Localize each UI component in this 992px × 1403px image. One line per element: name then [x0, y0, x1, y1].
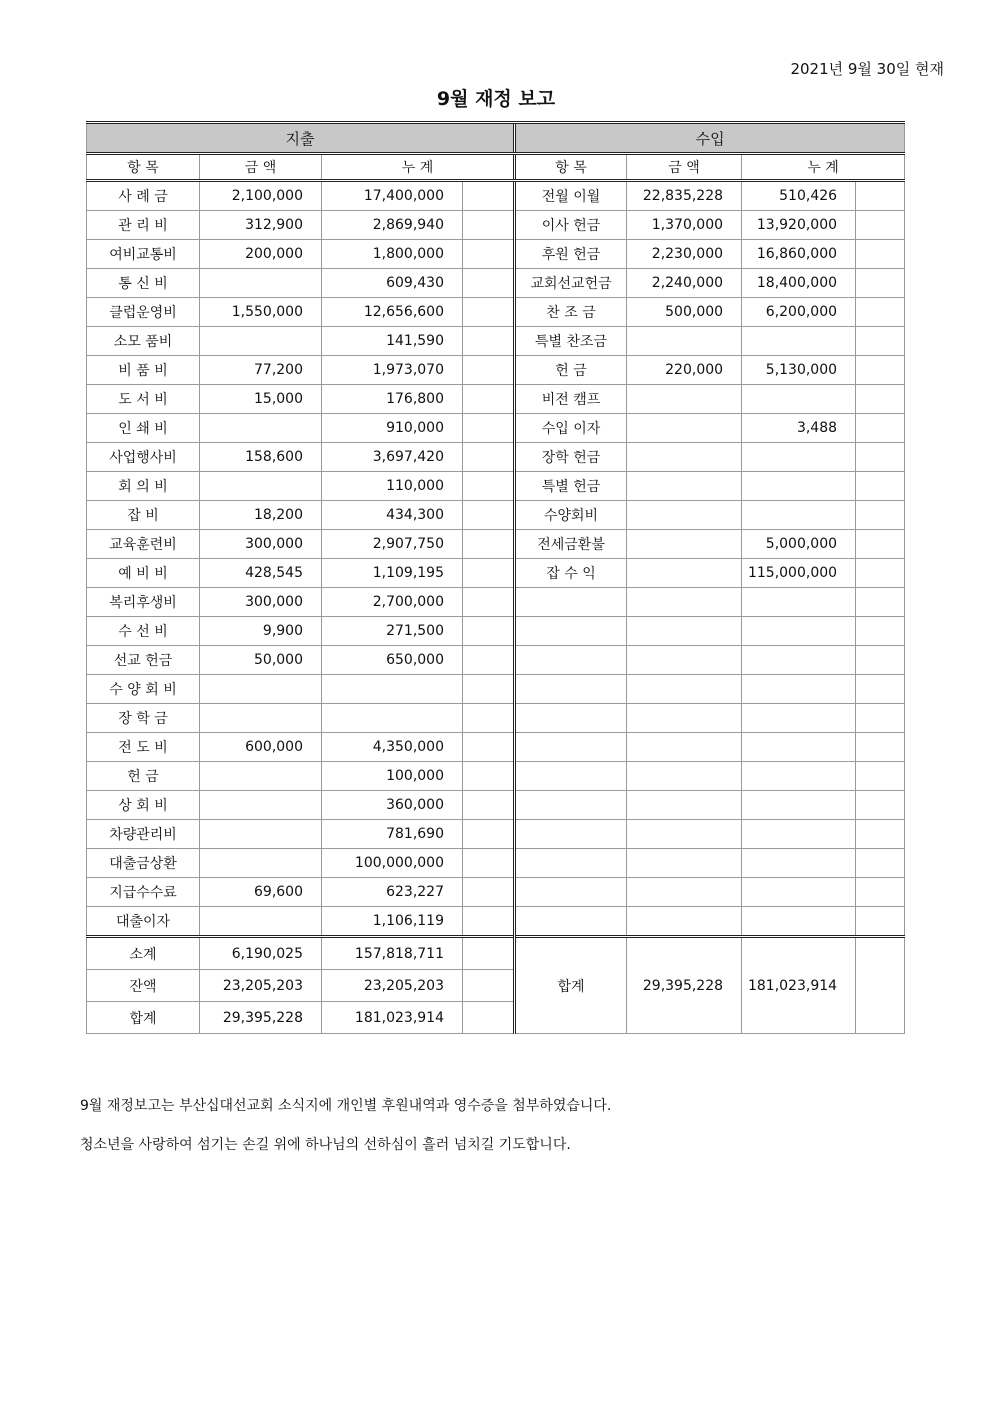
table-row [87, 530, 905, 559]
expense-amount: 1,550,000 [200, 298, 322, 327]
income-extra [856, 530, 905, 559]
income-cumulative [742, 675, 856, 704]
expense-total-amount: 23,205,203 [200, 970, 322, 1002]
income-item: 전월 이월 [515, 181, 627, 211]
expense-extra [463, 704, 515, 733]
footer-note-1: 9월 재정보고는 부산십대선교회 소식지에 개인별 후원내역과 영수증을 첨부하였습니다. [80, 1098, 612, 1114]
income-cumulative [742, 588, 856, 617]
finance-table [86, 121, 905, 1034]
expense-extra [463, 269, 515, 298]
income-extra [856, 878, 905, 907]
expense-total-extra [463, 937, 515, 970]
income-extra [856, 298, 905, 327]
income-amount [627, 762, 742, 791]
expense-total-extra [463, 970, 515, 1002]
income-extra [856, 443, 905, 472]
table-row [87, 269, 905, 298]
expense-cumulative: 2,869,940 [322, 211, 463, 240]
expense-amount: 300,000 [200, 530, 322, 559]
expense-extra [463, 327, 515, 356]
expense-amount: 18,200 [200, 501, 322, 530]
expense-extra [463, 356, 515, 385]
expense-cumulative: 910,000 [322, 414, 463, 443]
income-cumulative [742, 327, 856, 356]
income-item [515, 791, 627, 820]
expense-item: 상 회 비 [87, 791, 200, 820]
expense-amount [200, 820, 322, 849]
expense-extra [463, 675, 515, 704]
table-row [87, 762, 905, 791]
table-row [87, 298, 905, 327]
income-amount [627, 733, 742, 762]
expense-total-cumulative: 157,818,711 [322, 937, 463, 970]
expense-cumulative: 360,000 [322, 791, 463, 820]
expense-amount [200, 472, 322, 501]
income-cumulative [742, 704, 856, 733]
income-amount [627, 472, 742, 501]
expense-cumulative: 3,697,420 [322, 443, 463, 472]
income-item [515, 762, 627, 791]
income-cumulative [742, 501, 856, 530]
income-amount [627, 907, 742, 937]
expense-cumulative: 623,227 [322, 878, 463, 907]
expense-item: 선교 헌금 [87, 646, 200, 675]
expense-cumulative: 2,700,000 [322, 588, 463, 617]
income-item [515, 675, 627, 704]
expense-extra [463, 385, 515, 414]
income-item [515, 733, 627, 762]
expense-amount [200, 414, 322, 443]
table-row [87, 646, 905, 675]
expense-extra [463, 907, 515, 937]
expense-item: 수 양 회 비 [87, 675, 200, 704]
income-amount: 220,000 [627, 356, 742, 385]
expense-extra [463, 762, 515, 791]
income-amount [627, 414, 742, 443]
expense-col-cumulative: 누 계 [322, 154, 515, 181]
income-item: 비전 캠프 [515, 385, 627, 414]
expense-item: 회 의 비 [87, 472, 200, 501]
income-amount: 500,000 [627, 298, 742, 327]
income-cumulative: 3,488 [742, 414, 856, 443]
income-item: 특별 헌금 [515, 472, 627, 501]
income-cumulative: 5,000,000 [742, 530, 856, 559]
income-cumulative: 6,200,000 [742, 298, 856, 327]
table-row [87, 878, 905, 907]
expense-amount: 300,000 [200, 588, 322, 617]
expense-cumulative: 2,907,750 [322, 530, 463, 559]
expense-amount: 69,600 [200, 878, 322, 907]
table-row [87, 385, 905, 414]
income-item [515, 907, 627, 937]
income-amount: 2,240,000 [627, 269, 742, 298]
income-extra [856, 588, 905, 617]
expense-amount: 158,600 [200, 443, 322, 472]
expense-total-extra [463, 1002, 515, 1034]
expense-cumulative: 1,800,000 [322, 240, 463, 269]
income-amount [627, 530, 742, 559]
expense-cumulative: 4,350,000 [322, 733, 463, 762]
expense-amount [200, 762, 322, 791]
expense-extra [463, 530, 515, 559]
income-item: 헌 금 [515, 356, 627, 385]
income-amount [627, 849, 742, 878]
report-title: 9월 재정 보고 [436, 88, 556, 110]
income-item: 이사 헌금 [515, 211, 627, 240]
income-amount [627, 675, 742, 704]
income-extra [856, 646, 905, 675]
total-row [87, 937, 905, 970]
table-row [87, 617, 905, 646]
expense-cumulative: 271,500 [322, 617, 463, 646]
income-amount [627, 443, 742, 472]
income-extra [856, 617, 905, 646]
income-amount [627, 820, 742, 849]
table-row [87, 240, 905, 269]
expense-cumulative: 110,000 [322, 472, 463, 501]
expense-total-amount: 6,190,025 [200, 937, 322, 970]
income-cumulative [742, 791, 856, 820]
expense-amount: 600,000 [200, 733, 322, 762]
income-col-cumulative: 누 계 [742, 154, 905, 181]
income-cumulative [742, 733, 856, 762]
income-extra [856, 211, 905, 240]
expense-item: 비 품 비 [87, 356, 200, 385]
expense-amount [200, 327, 322, 356]
expense-extra [463, 878, 515, 907]
income-cumulative: 115,000,000 [742, 559, 856, 588]
table-row [87, 443, 905, 472]
expense-amount [200, 849, 322, 878]
expense-total-label: 소계 [87, 937, 200, 970]
income-item [515, 617, 627, 646]
expense-cumulative: 100,000 [322, 762, 463, 791]
expense-extra [463, 181, 515, 211]
income-cumulative: 510,426 [742, 181, 856, 211]
expense-total-cumulative: 23,205,203 [322, 970, 463, 1002]
table-row [87, 181, 905, 211]
expense-amount: 312,900 [200, 211, 322, 240]
expense-item: 도 서 비 [87, 385, 200, 414]
expense-cumulative [322, 704, 463, 733]
expense-cumulative: 781,690 [322, 820, 463, 849]
expense-item: 인 쇄 비 [87, 414, 200, 443]
table-row [87, 733, 905, 762]
income-col-amount: 금 액 [627, 154, 742, 181]
income-extra [856, 472, 905, 501]
income-extra [856, 501, 905, 530]
expense-amount: 9,900 [200, 617, 322, 646]
expense-item: 잡 비 [87, 501, 200, 530]
expense-item: 장 학 금 [87, 704, 200, 733]
table-row [87, 211, 905, 240]
income-cumulative [742, 646, 856, 675]
income-amount: 1,370,000 [627, 211, 742, 240]
expense-extra [463, 849, 515, 878]
table-row [87, 849, 905, 878]
expense-cumulative: 650,000 [322, 646, 463, 675]
expense-item: 차량관리비 [87, 820, 200, 849]
expense-item: 소모 품비 [87, 327, 200, 356]
expense-total-label: 합계 [87, 1002, 200, 1034]
expense-item: 교육훈련비 [87, 530, 200, 559]
income-item [515, 704, 627, 733]
income-item: 교회선교헌금 [515, 269, 627, 298]
income-cumulative [742, 907, 856, 937]
income-cumulative [742, 617, 856, 646]
expense-extra [463, 559, 515, 588]
expense-item: 헌 금 [87, 762, 200, 791]
expense-item: 대출이자 [87, 907, 200, 937]
income-amount [627, 327, 742, 356]
expense-item: 사 례 금 [87, 181, 200, 211]
income-cumulative [742, 472, 856, 501]
income-extra [856, 356, 905, 385]
expense-extra [463, 240, 515, 269]
table-row [87, 907, 905, 937]
income-extra [856, 907, 905, 937]
expense-amount [200, 269, 322, 298]
income-amount [627, 588, 742, 617]
income-item: 장학 헌금 [515, 443, 627, 472]
expense-item: 수 선 비 [87, 617, 200, 646]
income-cumulative [742, 385, 856, 414]
expense-col-amount: 금 액 [200, 154, 322, 181]
income-extra [856, 240, 905, 269]
report-date: 2021년 9월 30일 현재 [790, 60, 944, 78]
income-item [515, 588, 627, 617]
income-item: 수양회비 [515, 501, 627, 530]
income-extra [856, 704, 905, 733]
income-total-amount: 29,395,228 [627, 937, 742, 1034]
expense-extra [463, 733, 515, 762]
expense-cumulative [322, 675, 463, 704]
income-cumulative: 16,860,000 [742, 240, 856, 269]
income-total-cumulative: 181,023,914 [742, 937, 856, 1034]
expense-cumulative: 17,400,000 [322, 181, 463, 211]
income-item [515, 646, 627, 675]
table-row [87, 414, 905, 443]
table-row [87, 588, 905, 617]
table-row [87, 356, 905, 385]
expense-amount [200, 907, 322, 937]
income-cumulative: 13,920,000 [742, 211, 856, 240]
income-total-extra [856, 937, 905, 1034]
expense-amount: 2,100,000 [200, 181, 322, 211]
expense-extra [463, 298, 515, 327]
expense-cumulative: 12,656,600 [322, 298, 463, 327]
income-amount [627, 559, 742, 588]
expense-cumulative: 609,430 [322, 269, 463, 298]
income-extra [856, 733, 905, 762]
expense-amount: 50,000 [200, 646, 322, 675]
expense-amount: 77,200 [200, 356, 322, 385]
expense-item: 여비교통비 [87, 240, 200, 269]
income-amount [627, 791, 742, 820]
income-total-label: 합계 [515, 937, 627, 1034]
income-extra [856, 849, 905, 878]
income-amount [627, 878, 742, 907]
income-item [515, 849, 627, 878]
income-item: 특별 찬조금 [515, 327, 627, 356]
expense-item: 클럽운영비 [87, 298, 200, 327]
expense-amount: 200,000 [200, 240, 322, 269]
expense-item: 복리후생비 [87, 588, 200, 617]
expense-amount [200, 704, 322, 733]
income-cumulative: 5,130,000 [742, 356, 856, 385]
income-col-item: 항 목 [515, 154, 627, 181]
table-row [87, 704, 905, 733]
table-row [87, 327, 905, 356]
expense-item: 전 도 비 [87, 733, 200, 762]
income-extra [856, 327, 905, 356]
income-amount [627, 646, 742, 675]
expense-cumulative: 1,109,195 [322, 559, 463, 588]
expense-extra [463, 211, 515, 240]
expense-cumulative: 100,000,000 [322, 849, 463, 878]
income-cumulative [742, 443, 856, 472]
table-row [87, 559, 905, 588]
expense-amount: 15,000 [200, 385, 322, 414]
income-extra [856, 385, 905, 414]
income-item: 후원 헌금 [515, 240, 627, 269]
expense-extra [463, 501, 515, 530]
income-amount [627, 501, 742, 530]
income-extra [856, 820, 905, 849]
income-extra [856, 675, 905, 704]
income-extra [856, 181, 905, 211]
expense-cumulative: 434,300 [322, 501, 463, 530]
expense-amount [200, 675, 322, 704]
expense-extra [463, 472, 515, 501]
income-item [515, 878, 627, 907]
income-extra [856, 762, 905, 791]
income-cumulative [742, 762, 856, 791]
income-item: 찬 조 금 [515, 298, 627, 327]
income-item: 전세금환불 [515, 530, 627, 559]
income-cumulative [742, 820, 856, 849]
income-amount: 2,230,000 [627, 240, 742, 269]
income-extra [856, 559, 905, 588]
expense-item: 통 신 비 [87, 269, 200, 298]
income-extra [856, 414, 905, 443]
table-row [87, 820, 905, 849]
expense-item: 관 리 비 [87, 211, 200, 240]
expense-amount: 428,545 [200, 559, 322, 588]
table-row [87, 501, 905, 530]
expense-extra [463, 443, 515, 472]
expense-total-cumulative: 181,023,914 [322, 1002, 463, 1034]
expense-item: 예 비 비 [87, 559, 200, 588]
expense-item: 사업행사비 [87, 443, 200, 472]
income-extra [856, 791, 905, 820]
expense-extra [463, 646, 515, 675]
income-cumulative [742, 849, 856, 878]
expense-cumulative: 1,106,119 [322, 907, 463, 937]
expense-cumulative: 1,973,070 [322, 356, 463, 385]
income-cumulative [742, 878, 856, 907]
income-item: 수입 이자 [515, 414, 627, 443]
income-item: 잡 수 익 [515, 559, 627, 588]
income-item [515, 820, 627, 849]
expense-cumulative: 176,800 [322, 385, 463, 414]
expense-amount [200, 791, 322, 820]
income-amount [627, 385, 742, 414]
expense-extra [463, 791, 515, 820]
income-amount: 22,835,228 [627, 181, 742, 211]
income-extra [856, 269, 905, 298]
expense-extra [463, 820, 515, 849]
income-amount [627, 704, 742, 733]
table-row [87, 791, 905, 820]
expense-extra [463, 414, 515, 443]
expense-total-amount: 29,395,228 [200, 1002, 322, 1034]
expense-extra [463, 588, 515, 617]
expense-col-item: 항 목 [87, 154, 200, 181]
income-section-header: 수입 [515, 123, 905, 154]
income-amount [627, 617, 742, 646]
table-row [87, 675, 905, 704]
expense-total-label: 잔액 [87, 970, 200, 1002]
expense-extra [463, 617, 515, 646]
expense-item: 대출금상환 [87, 849, 200, 878]
table-row [87, 472, 905, 501]
income-cumulative: 18,400,000 [742, 269, 856, 298]
expense-item: 지급수수료 [87, 878, 200, 907]
expense-cumulative: 141,590 [322, 327, 463, 356]
footer-note-2: 청소년을 사랑하여 섬기는 손길 위에 하나님의 선하심이 흘러 넘치길 기도합니다. [80, 1137, 571, 1153]
expense-section-header: 지출 [87, 123, 515, 154]
